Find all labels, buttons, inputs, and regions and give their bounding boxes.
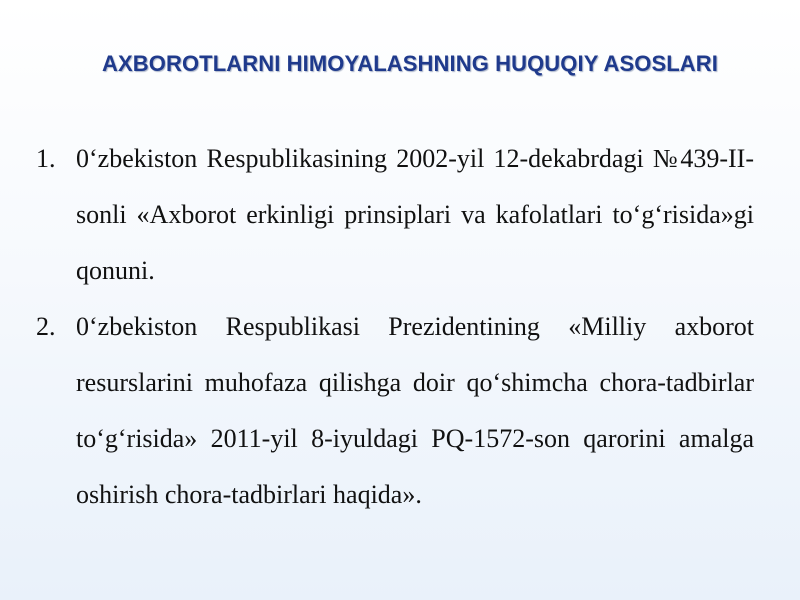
list-item: [36, 299, 754, 523]
list-item-text: 0‘zbekiston Respublikasi Prezidentining «Milliy axborot resurslarini muhofaza qilishga doir qo‘shimcha chora-tadbirlar to‘g‘risida» 2011-yil 8-iyuldagi PQ-1572-son qarorini amalga oshirish chora-tadbirlari haqida».: [76, 312, 754, 509]
list-item-number: 1.: [36, 144, 56, 173]
list-item-text: 0‘zbekiston Respublikasining 2002-yil 12-dekabrdagi №439-II-sonli «Axborot erkinligi prinsiplari va kafolatlari to‘g‘risida»gi qonuni.: [76, 144, 754, 285]
slide-title: AXBOROTLARNI HIMOYALASHNING HUQUQIY ASOSLARI: [102, 51, 718, 76]
list-item: [36, 131, 754, 299]
list-item-number: 2.: [36, 312, 56, 341]
legal-basis-list: [36, 131, 754, 523]
